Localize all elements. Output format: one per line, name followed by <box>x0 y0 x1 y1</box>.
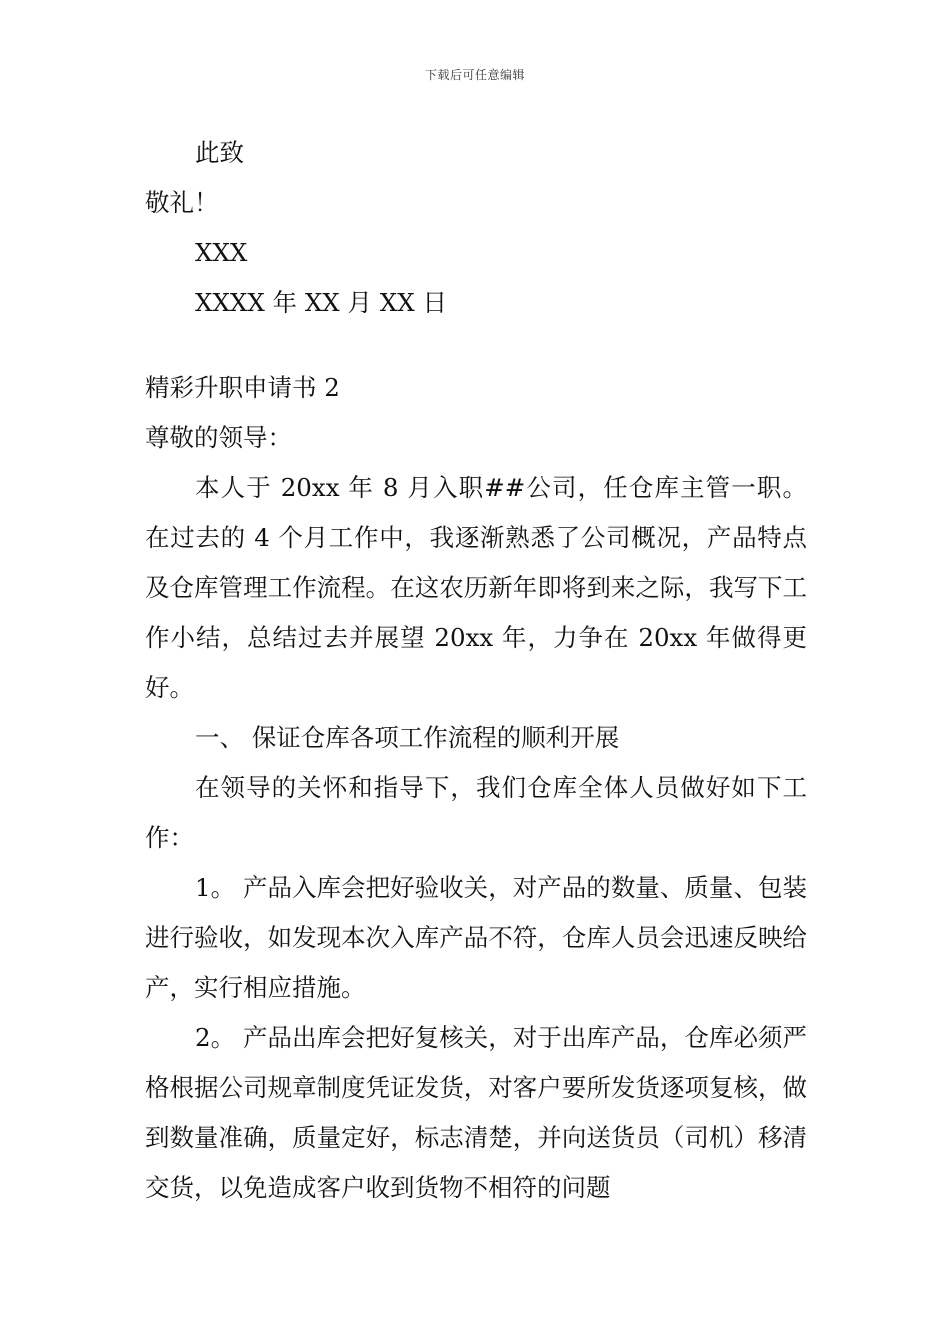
list-item-1: 1。 产品入库会把好验收关，对产品的数量、质量、包装进行验收，如发现本次入库产品不符，仓库人员会迅速反映给产，实行相应措施。 <box>145 873 807 1002</box>
intro-paragraph: 本人于 20xx 年 8 月入职##公司，任仓库主管一职。在过去的 4 个月工作中，我逐渐熟悉了公司概况，产品特点及仓库管理工作流程。在这农历新年即将到来之际，我写下工作小结，总结过去并展望 20xx 年，力争在 20xx 年做得更好。 <box>145 473 807 702</box>
document-body <box>145 128 807 1213</box>
section-title: 精彩升职申请书 2 <box>145 373 340 402</box>
signer-name: XXX <box>195 238 248 267</box>
page-header-note: 下载后可任意编辑 <box>424 68 525 82</box>
heading-one: 一、 保证仓库各项工作流程的顺利开展 <box>195 723 620 752</box>
lead-paragraph: 在领导的关怀和指导下，我们仓库全体人员做好如下工作： <box>145 773 807 852</box>
list-item-2: 2。 产品出库会把好复核关，对于出库产品，仓库必须严格根据公司规章制度凭证发货，对客户要所发货逐项复核，做到数量准确，质量定好，标志清楚，并向送货员（司机）移清交货，以免造成客户收到货物不相符的问题 <box>145 1023 807 1202</box>
greeting: 尊敬的领导： <box>145 423 292 452</box>
closing-salutation: 此致 <box>195 138 244 167</box>
letter-date: XXXX 年 XX 月 XX 日 <box>195 288 447 317</box>
closing-regards: 敬礼！ <box>145 188 219 217</box>
